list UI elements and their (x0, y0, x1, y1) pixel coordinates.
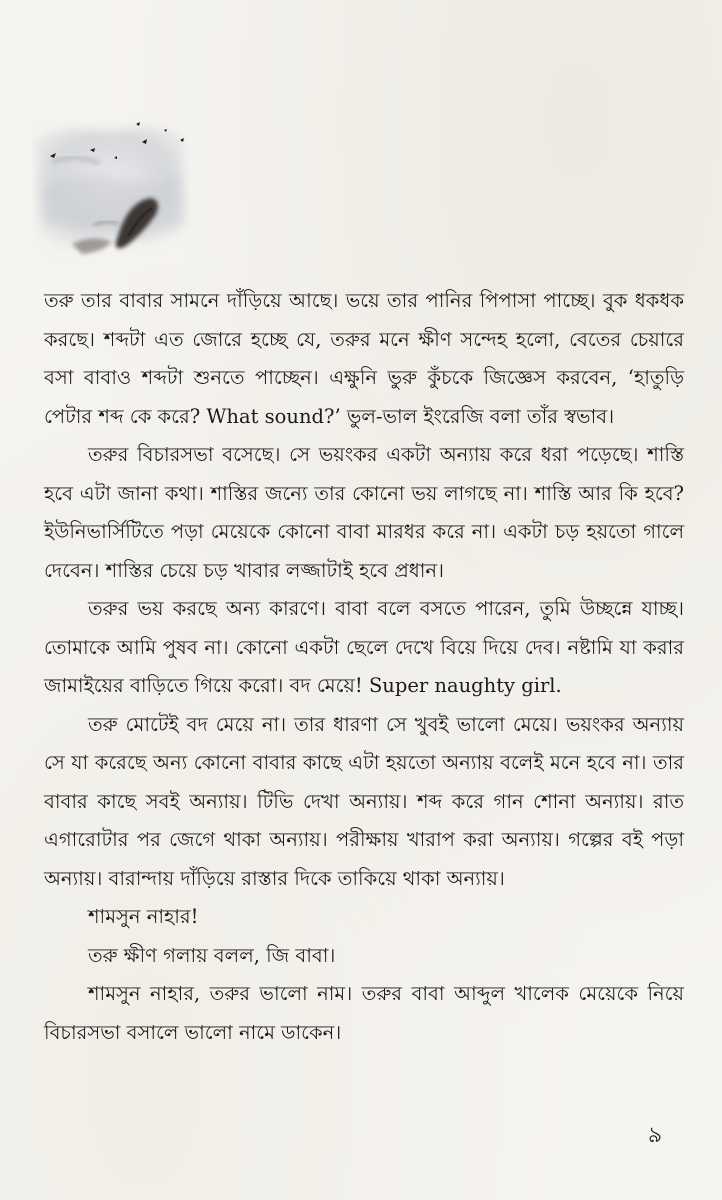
paragraph-2: তরুর বিচারসভা বসেছে। সে ভয়ংকর একটা অন্যায় করে ধরা পড়েছে। শাস্তি হবে এটা জানা কথা। শাস্তির জন্যে তার কোনো ভয় লাগছে না। শাস্তি আর কি হবে? ইউনিভার্সিটিতে পড়া মেয়েকে কোনো বাবা মারধর করে না। একটা চড় হয়তো গালে দেবেন। শাস্তির চেয়ে চড় খাবার লজ্জাটাই হবে প্রধান। (44, 443, 684, 582)
ink-wash-bird-drawing (32, 118, 190, 270)
page-number: ৯ (647, 1123, 663, 1148)
paragraph-1: তরু তার বাবার সামনে দাঁড়িয়ে আছে। ভয়ে তার পানির পিপাসা পাচ্ছে। বুক ধকধক করছে। শব্দটা এত জোরে হচ্ছে যে, তরুর মনে ক্ষীণ সন্দেহ হলো, বেতের চেয়ারে বসা বাবাও শব্দটা শুনতে পাচ্ছেন। এক্ষুনি ভুরু কুঁচকে জিজ্ঞেস করবেন, ‘হাতুড়ি পেটার শব্দ কে করে? What sound?’ ভুল-ভাল ইংরেজি বলা তাঁর স্বভাব। (44, 289, 684, 428)
dialogue-line-1: শামসুন নাহার! (88, 905, 199, 928)
body-text (44, 282, 684, 1052)
chapter-illustration (32, 118, 190, 270)
paragraph-3: তরুর ভয় করছে অন্য কারণে। বাবা বলে বসতে পারেন, তুমি উচ্ছন্নে যাচ্ছ। তোমাকে আমি পুষব না। কোনো একটা ছেলে দেখে বিয়ে দিয়ে দেব। নষ্টামি যা করার জামাইয়ের বাড়িতে গিয়ে করো। বদ মেয়ে! Super naughty girl. (44, 597, 684, 697)
paragraph-4: তরু মোটেই বদ মেয়ে না। তার ধারণা সে খুবই ভালো মেয়ে। ভয়ংকর অন্যায় সে যা করেছে অন্য কোনো বাবার কাছে এটা হয়তো অন্যায় বলেই মনে হবে না। তার বাবার কাছে সবই অন্যায়। টিভি দেখা অন্যায়। শব্দ করে গান শোনা অন্যায়। রাত এগারোটার পর জেগে থাকা অন্যায়। পরীক্ষায় খারাপ করা অন্যায়। গল্পের বই পড়া অন্যায়। বারান্দায় দাঁড়িয়ে রাস্তার দিকে তাকিয়ে থাকা অন্যায়। (44, 712, 684, 890)
dialogue-line-2: তরু ক্ষীণ গলায় বলল, জি বাবা। (88, 943, 336, 967)
paragraph-5: শামসুন নাহার, তরুর ভালো নাম। তরুর বাবা আব্দুল খালেক মেয়েকে নিয়ে বিচারসভা বসালে ভালো নামে ডাকেন। (44, 982, 684, 1044)
